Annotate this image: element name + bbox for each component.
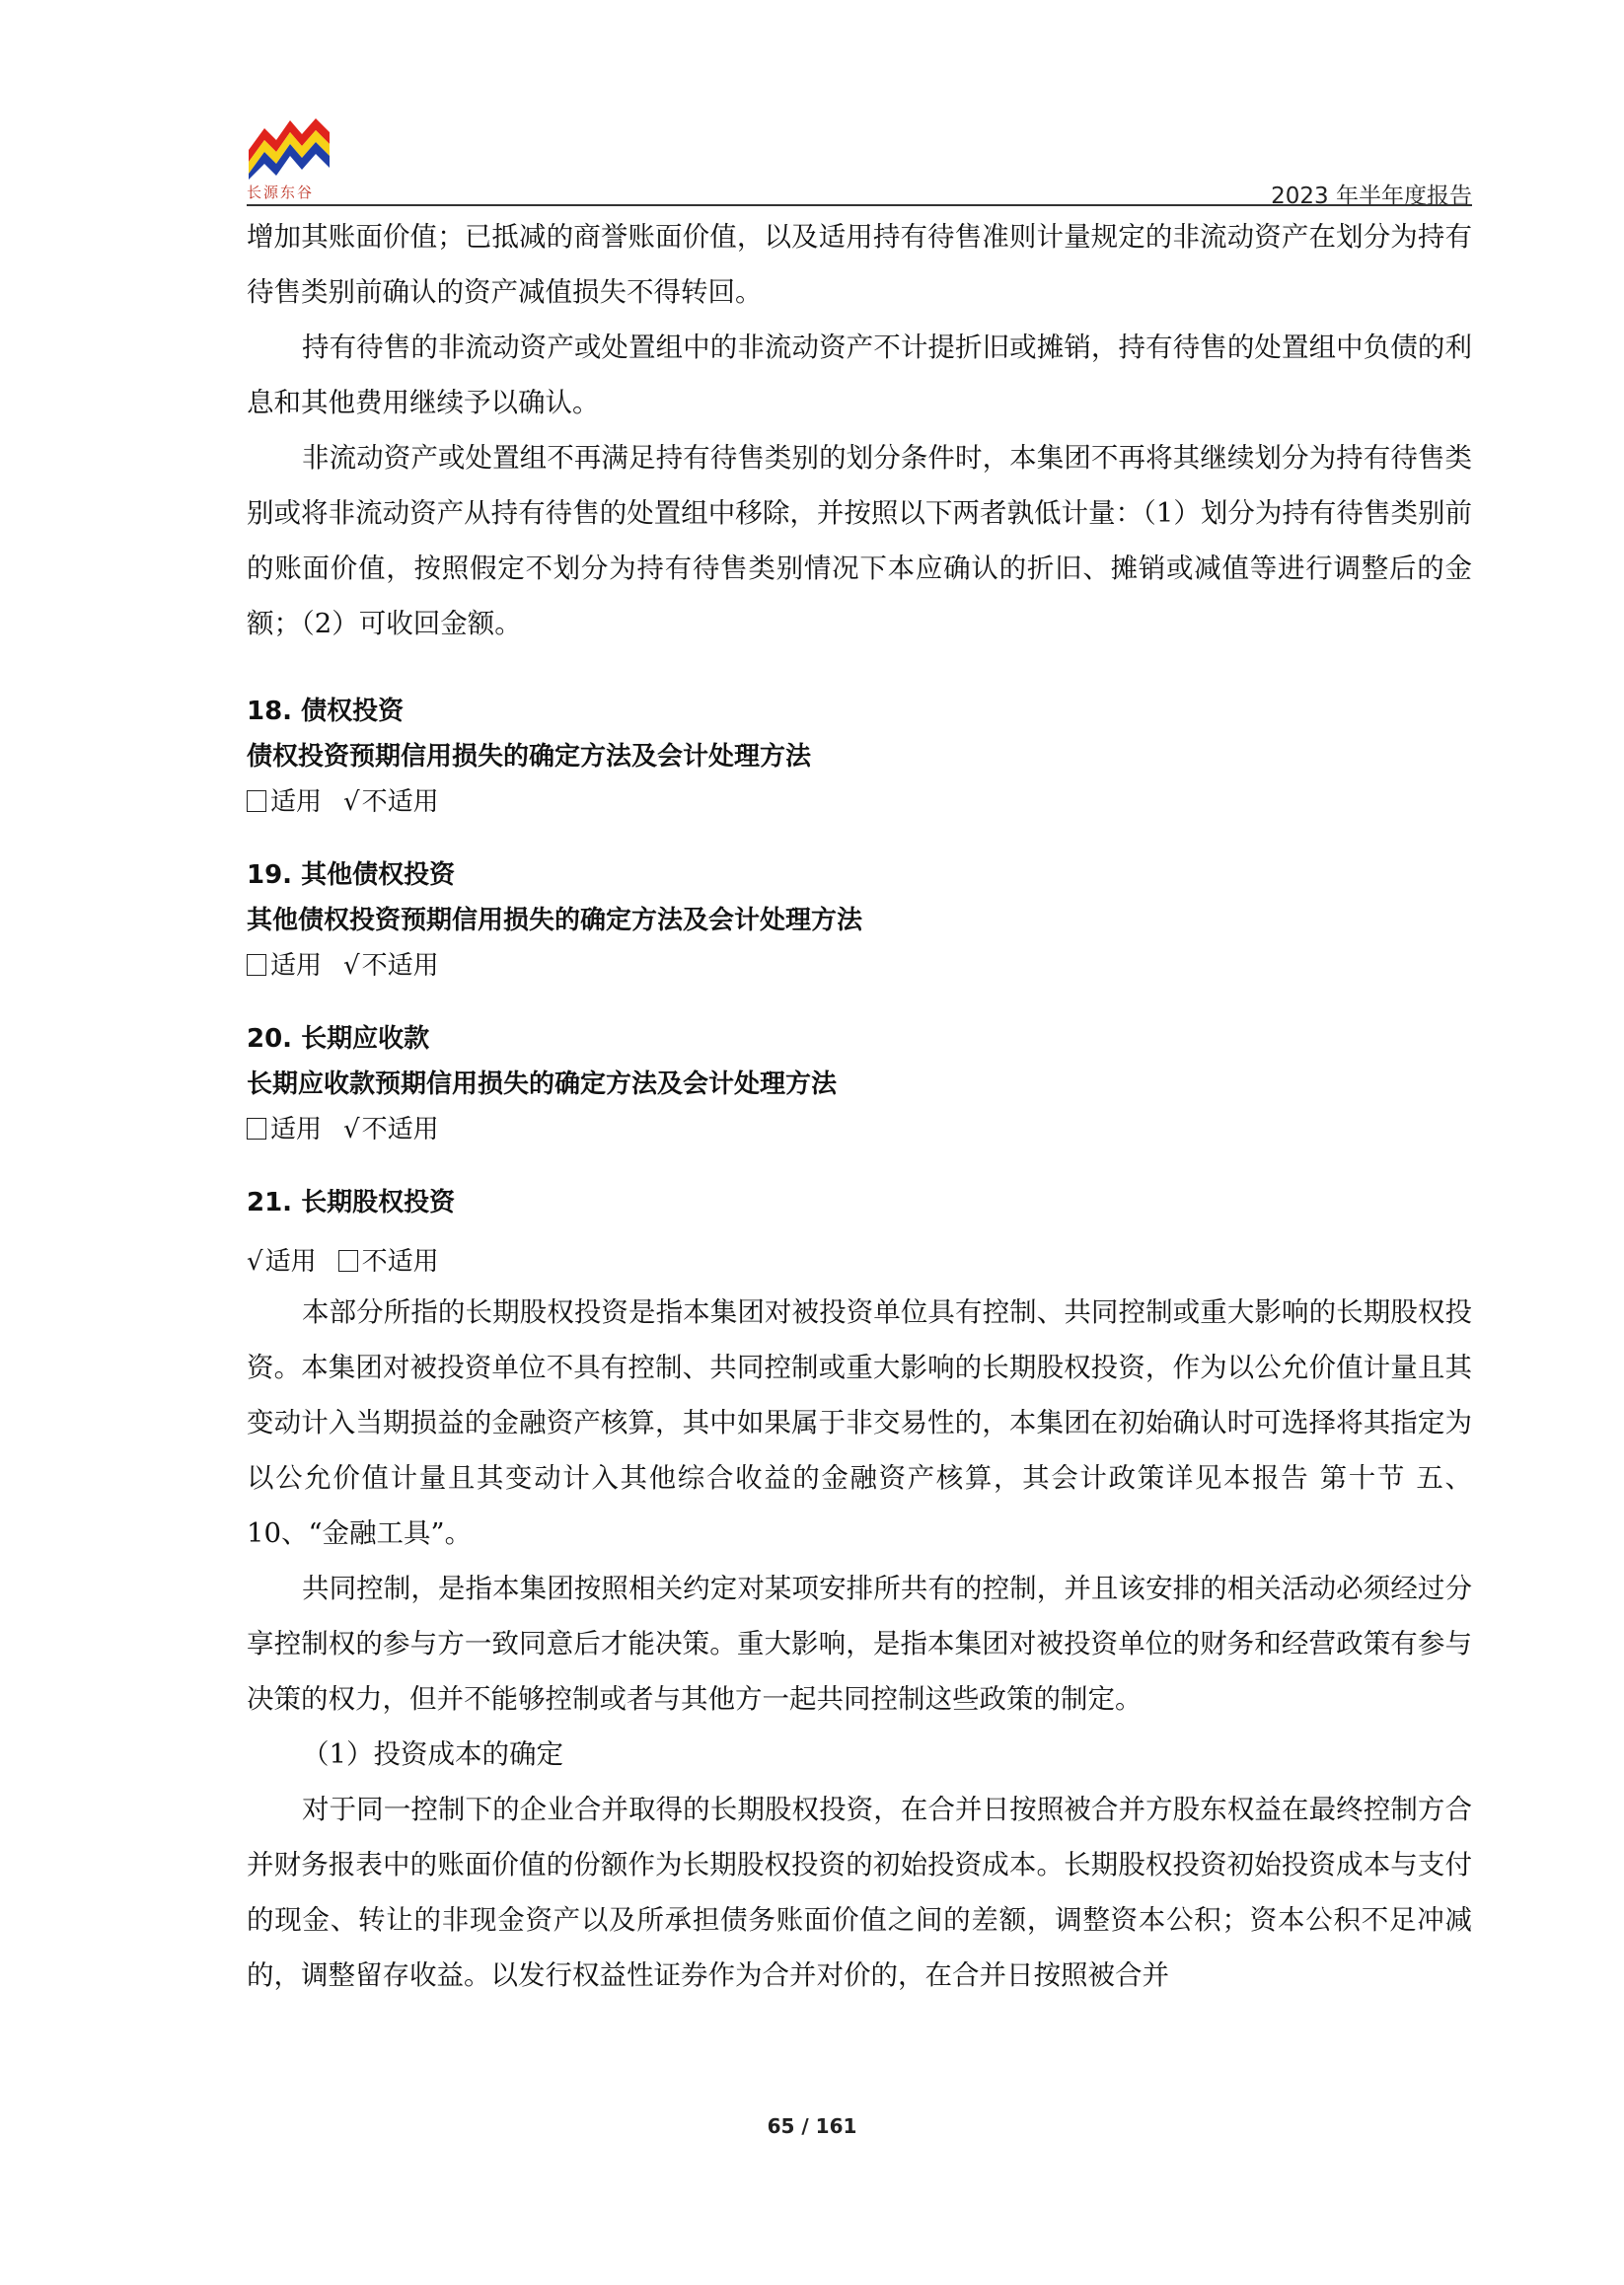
not-applicable-label: 不适用 bbox=[361, 787, 439, 817]
not-applicable-label: 不适用 bbox=[361, 951, 439, 981]
applicability-options-19 bbox=[247, 943, 1472, 989]
paragraph: 持有待售的非流动资产或处置组中的非流动资产不计提折旧或摊销，持有待售的处置组中负债的利息和其他费用继续予以确认。 bbox=[247, 332, 1472, 418]
unchecked-box-icon bbox=[247, 790, 266, 812]
applicable-label: 适用 bbox=[270, 1115, 323, 1144]
paragraph: 对于同一控制下的企业合并取得的长期股权投资，在合并日按照被合并方股东权益在最终控制方合并财务报表中的账面价值的份额作为长期股权投资的初始投资成本。长期股权投资初始投资成本与支付的现金、转让的非现金资产以及所承担债务账面价值之间的差额，调整资本公积；资本公积不足冲减的，调整留存收益。以发行权益性证券作为合并对价的，在合并日按照被合并 bbox=[247, 1794, 1472, 1991]
company-logo bbox=[247, 116, 332, 207]
section-subheading-18: 债权投资预期信用损失的确定方法及会计处理方法 bbox=[247, 742, 812, 772]
section-heading-19: 19. 其他债权投资 bbox=[247, 860, 456, 890]
applicability-options-21 bbox=[247, 1239, 1472, 1285]
check-mark-icon: √ bbox=[343, 1115, 360, 1144]
paragraph-continued: 增加其账面价值；已抵减的商誉账面价值，以及适用持有待售准则计量规定的非流动资产在划分为持有待售类别前确认的资产减值损失不得转回。 bbox=[247, 221, 1472, 308]
unchecked-box-icon bbox=[247, 1118, 266, 1140]
logo-stripes-icon bbox=[247, 116, 332, 180]
unchecked-box-icon bbox=[338, 1250, 358, 1272]
check-mark-icon: √ bbox=[247, 1247, 263, 1277]
unchecked-box-icon bbox=[247, 954, 266, 976]
header-divider bbox=[247, 204, 1472, 206]
logo-text: 长源东谷 bbox=[247, 184, 315, 201]
not-applicable-label: 不适用 bbox=[361, 1115, 439, 1144]
subsection-heading: （1）投资成本的确定 bbox=[302, 1738, 563, 1770]
page-content bbox=[247, 209, 1472, 2003]
section-heading-18: 18. 债权投资 bbox=[247, 697, 405, 726]
check-mark-icon: √ bbox=[343, 951, 360, 981]
applicability-options-20 bbox=[247, 1107, 1472, 1152]
page-header bbox=[247, 116, 1472, 207]
not-applicable-label: 不适用 bbox=[361, 1247, 439, 1277]
paragraph: 本部分所指的长期股权投资是指本集团对被投资单位具有控制、共同控制或重大影响的长期股权投资。本集团对被投资单位不具有控制、共同控制或重大影响的长期股权投资，作为以公允价值计量且其变动计入当期损益的金融资产核算，其中如果属于非交易性的，本集团在初始确认时可选择将其指定为以公允价值计量且其变动计入其他综合收益的金融资产核算，其会计政策详见本报告 第十节 五、10、“金融工具”。 bbox=[247, 1296, 1472, 1549]
report-title: 2023 年半年度报告 bbox=[1271, 184, 1472, 209]
applicability-options-18 bbox=[247, 779, 1472, 825]
section-subheading-19: 其他债权投资预期信用损失的确定方法及会计处理方法 bbox=[247, 906, 863, 935]
paragraph: 非流动资产或处置组不再满足持有待售类别的划分条件时，本集团不再将其继续划分为持有待售类别或将非流动资产从持有待售的处置组中移除，并按照以下两者孰低计量：（1）划分为持有待售类别前的账面价值，按照假定不划分为持有待售类别情况下本应确认的折旧、摊销或减值等进行调整后的金额；（2）可收回金额。 bbox=[247, 442, 1472, 639]
page-number: 65 / 161 bbox=[767, 2114, 857, 2138]
applicable-label: 适用 bbox=[270, 951, 323, 981]
section-subheading-20: 长期应收款预期信用损失的确定方法及会计处理方法 bbox=[247, 1069, 838, 1099]
applicable-label: 适用 bbox=[264, 1247, 317, 1277]
applicable-label: 适用 bbox=[270, 787, 323, 817]
paragraph: 共同控制，是指本集团按照相关约定对某项安排所共有的控制，并且该安排的相关活动必须经过分享控制权的参与方一致同意后才能决策。重大影响，是指本集团对被投资单位的财务和经营政策有参与决策的权力，但并不能够控制或者与其他方一起共同控制这些政策的制定。 bbox=[247, 1573, 1472, 1715]
section-heading-21: 21. 长期股权投资 bbox=[247, 1188, 456, 1217]
check-mark-icon: √ bbox=[343, 787, 360, 817]
section-heading-20: 20. 长期应收款 bbox=[247, 1024, 430, 1054]
